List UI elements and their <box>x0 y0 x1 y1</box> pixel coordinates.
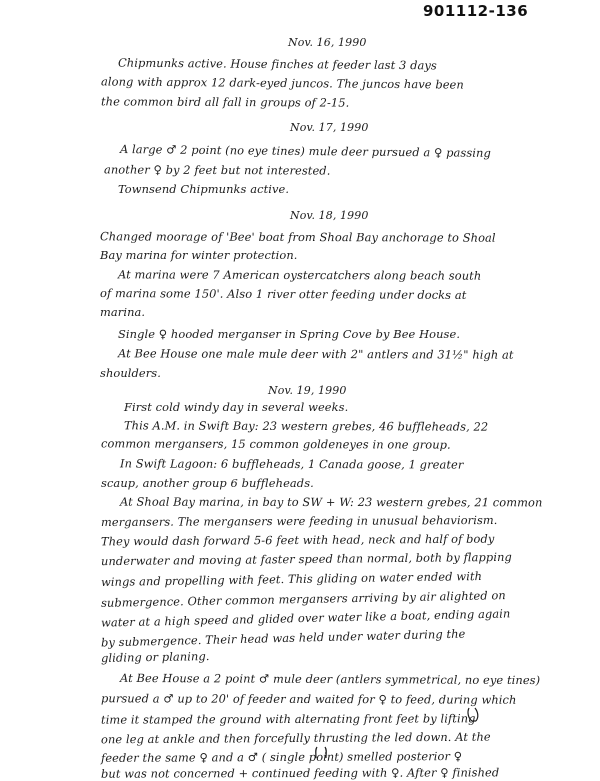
entry-line: gliding or planing. <box>100 649 210 665</box>
entry-line: At Bee House a 2 point ♂ mule deer (antlers symmetrical, no eye tines) <box>119 670 541 688</box>
entry-line: pursued a ♂ up to 20' of feeder and waited for ♀ to feed, during which <box>100 691 517 707</box>
entry-line: At Shoal Bay marina, in bay to SW + W: 23 western grebes, 21 common <box>119 494 543 510</box>
entry-line: common mergansers, 15 common goldeneyes in one group. <box>100 436 451 452</box>
entry-line: wings and propelling with feet. This gliding on water ended with <box>100 569 483 589</box>
entry-line: They would dash forward 5-6 feet with head, neck and half of body <box>100 531 495 549</box>
entry-line: Changed moorage of 'Bee' boat from Shoal Bay anchorage to Shoal <box>99 229 496 245</box>
document-id: 901112-136 <box>423 2 529 20</box>
entry-line: the common bird all fall in groups of 2-15. <box>100 94 350 110</box>
entry-date: Nov. 16, 1990 <box>288 36 367 49</box>
entry-line: First cold windy day in several weeks. <box>124 400 349 414</box>
entry-line: At Bee House one male mule deer with 2" antlers and 31½" high at <box>117 346 514 362</box>
entry-line: another ♀ by 2 feet but not interested. <box>103 162 331 178</box>
entry-line: Bay marina for winter protection. <box>100 248 298 262</box>
entry-line: feeder the same ♀ and a ♂ ( single point) smelled posterior ♀ <box>100 749 463 765</box>
entry-date: Nov. 18, 1990 <box>290 209 369 222</box>
hoof-sketch-icon <box>466 706 482 724</box>
entry-line: mergansers. The mergansers were feeding in unusual behaviorism. <box>100 512 498 530</box>
entry-date: Nov. 17, 1990 <box>290 121 369 134</box>
entry-line: time it stamped the ground with alternating front feet by lifting <box>100 711 476 727</box>
entry-line: underwater and moving at faster speed than normal, both by flapping <box>100 549 512 569</box>
entry-line: scaup, another group 6 buffleheads. <box>101 476 314 490</box>
entry-line: shoulders. <box>100 366 161 380</box>
entry-line: along with approx 12 dark-eyed juncos. The juncos have been <box>100 74 464 92</box>
entry-line: Single ♀ hooded merganser in Spring Cove by Bee House. <box>118 327 461 341</box>
entry-line: A large ♂ 2 point (no eye tines) mule deer pursued a ♀ passing <box>119 142 491 160</box>
entry-line: by submergence. Their head was held under water during the <box>100 626 466 650</box>
entry-line: In Swift Lagoon: 6 buffleheads, 1 Canada goose, 1 greater <box>119 456 464 472</box>
entry-date: Nov. 19, 1990 <box>268 384 347 397</box>
entry-line: marina. <box>100 305 146 319</box>
entry-line: of marina some 150'. Also 1 river otter feeding under docks at <box>99 286 467 302</box>
entry-line: Chipmunks active. House finches at feeder last 3 days <box>117 55 437 73</box>
entry-line: water at a high speed and glided over water like a boat, ending again <box>100 606 511 630</box>
entry-line: but was not concerned + continued feeding with ♀. After ♀ finished <box>100 765 500 781</box>
entry-line: submergence. Other common mergansers arriving by air alighted on <box>100 588 506 610</box>
entry-line: At marina were 7 American oystercatchers along beach south <box>117 267 482 283</box>
antler-sketch-icon <box>313 746 329 760</box>
entry-line: one leg at ankle and then forcefully thrusting the led down. At the <box>100 729 491 747</box>
entry-line: Townsend Chipmunks active. <box>118 182 290 196</box>
entry-line: This A.M. in Swift Bay: 23 western grebes, 46 buffleheads, 22 <box>123 418 489 434</box>
